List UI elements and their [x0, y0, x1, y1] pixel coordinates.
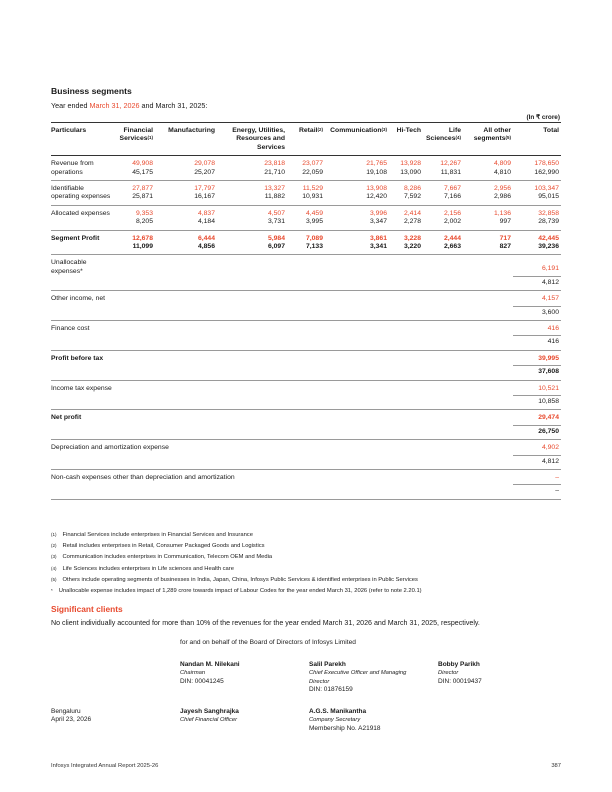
footnote	[51, 575, 561, 586]
row-spacer	[51, 306, 513, 320]
column-header	[389, 123, 423, 156]
table-row	[51, 218, 561, 230]
prior-year-value: 4,810	[463, 169, 513, 181]
current-year-value: 23,818	[264, 160, 285, 168]
column-header	[513, 123, 561, 156]
current-year-value: 21,765	[366, 160, 387, 168]
column-header-label: Energy, Utilities, Resources and Services	[232, 127, 285, 151]
current-year-value: 7,089	[305, 234, 323, 242]
row-spacer	[51, 276, 513, 290]
column-header-label: Total	[543, 127, 559, 134]
row-label: Profit before tax	[51, 354, 104, 362]
row-label: Other income, net	[51, 295, 106, 303]
current-year-value: 29,078	[194, 160, 215, 168]
table-row	[51, 425, 561, 439]
current-year-value: 178,650	[534, 160, 559, 168]
signatory-1	[180, 661, 240, 686]
table-header-row	[51, 123, 561, 156]
signatory-role: Company Secretary	[309, 717, 361, 724]
prior-year-value: 3,347	[325, 218, 389, 230]
column-header	[325, 123, 389, 156]
signatory-role: Chairman	[180, 670, 206, 677]
current-year-value: 416	[513, 321, 561, 336]
current-year-value: –	[513, 470, 561, 485]
prior-year-value: 12,420	[325, 193, 389, 205]
place: Bengaluru	[51, 708, 81, 715]
significant-clients-text: No client individually accounted for more than 10% of the revenues for the year ended March 31, 2026 and March 31, 2025, respectively.	[51, 619, 480, 627]
row-label: Revenue from operations	[51, 156, 113, 181]
prior-year-value: 11,882	[217, 193, 287, 205]
board-line: for and on behalf of the Board of Directors of Infosys Limited	[180, 639, 356, 646]
footnote-text: Others include operating segments of businesses in India, Japan, China, Infosys Public Services & identified enterprises in Public Services	[62, 576, 418, 583]
table-row	[51, 156, 561, 169]
current-year-value: 8,286	[403, 185, 421, 193]
footnote	[51, 552, 561, 563]
prior-year-value: 25,871	[113, 193, 155, 205]
current-year-value: 1,136	[493, 209, 511, 217]
prior-year-value: 6,097	[217, 243, 287, 255]
current-year-value: 12,678	[132, 234, 153, 242]
prior-year-value: 16,167	[155, 193, 217, 205]
prior-year-value: 3,600	[513, 306, 561, 320]
signatory-5	[309, 708, 381, 733]
table-row	[51, 410, 561, 425]
prior-year-value: 4,184	[155, 218, 217, 230]
column-header	[423, 123, 463, 156]
table-row	[51, 350, 561, 365]
current-year-value: 12,267	[440, 160, 461, 168]
footnote	[51, 530, 561, 541]
table-row	[51, 396, 561, 410]
current-year-value: 6,191	[513, 255, 561, 276]
row-spacer	[51, 425, 513, 439]
signatory-din: DIN: 01876159	[309, 686, 353, 694]
prior-year-value: 10,931	[287, 193, 325, 205]
signatory-membership: Membership No. A21918	[309, 724, 381, 732]
section-title: Business segments	[51, 86, 132, 96]
prior-year-value: 11,831	[423, 169, 463, 181]
row-label: Net profit	[51, 414, 82, 422]
footer-report-title: Infosys Integrated Annual Report 2025-26	[51, 763, 159, 769]
signatory-name: Salil Parekh	[309, 661, 346, 668]
subtitle-suffix: and March 31, 2025:	[139, 101, 208, 110]
current-year-value: 42,445	[538, 234, 559, 242]
current-year-value: 11,529	[302, 185, 323, 193]
footnotes	[51, 530, 561, 597]
table-row	[51, 243, 561, 255]
signatory-name: A.G.S. Manikantha	[309, 708, 367, 715]
footnote-marker: *	[51, 588, 53, 594]
signatory-din: DIN: 00041245	[180, 677, 224, 685]
signatory-name: Nandan M. Nilekani	[180, 661, 240, 668]
current-year-value: 39,995	[513, 350, 561, 365]
subtitle-prefix: Year ended	[51, 101, 90, 110]
significant-clients-title: Significant clients	[51, 604, 123, 614]
current-year-value: 4,459	[305, 209, 323, 217]
current-year-value: 4,837	[197, 209, 215, 217]
column-header-label: All other segments	[473, 127, 511, 143]
column-header-label: Communication	[330, 127, 382, 134]
prior-year-value: 2,663	[423, 243, 463, 255]
prior-year-value: 7,592	[389, 193, 423, 205]
prior-year-value: 4,812	[513, 276, 561, 290]
prior-year-value: 4,812	[513, 455, 561, 469]
prior-year-value: 37,608	[513, 366, 561, 380]
footnote-text: Life Sciences includes enterprises in Life sciences and Health care	[62, 565, 234, 572]
table-row	[51, 336, 561, 350]
segment-table	[51, 122, 561, 500]
current-year-value: 5,984	[267, 234, 285, 242]
prior-year-value: 2,986	[463, 193, 513, 205]
row-spacer	[51, 366, 513, 380]
current-year-value: 4,157	[513, 291, 561, 306]
column-header	[113, 123, 155, 156]
prior-year-value: 25,207	[155, 169, 217, 181]
prior-year-value: 3,731	[217, 218, 287, 230]
signatory-2	[309, 661, 419, 695]
date: April 23, 2026	[51, 716, 92, 724]
current-year-value: 3,228	[403, 234, 421, 242]
column-header	[51, 123, 113, 156]
table-row	[51, 276, 561, 290]
current-year-value: 49,908	[132, 160, 153, 168]
current-year-value: 13,928	[400, 160, 421, 168]
prior-year-value: –	[513, 485, 561, 499]
current-year-value: 4,902	[513, 440, 561, 455]
prior-year-value: 2,278	[389, 218, 423, 230]
place-date	[51, 708, 91, 725]
prior-year-value: 7,133	[287, 243, 325, 255]
prior-year-value: 10,858	[513, 396, 561, 410]
prior-year-value: 26,750	[513, 425, 561, 439]
prior-year-value: 95,015	[513, 193, 561, 205]
current-year-value: 4,507	[267, 209, 285, 217]
footnote-marker: (3)	[51, 554, 57, 560]
table-row	[51, 455, 561, 469]
table-row	[51, 181, 561, 194]
table-row	[51, 169, 561, 181]
column-header	[287, 123, 325, 156]
column-header	[155, 123, 217, 156]
prior-year-value: 7,166	[423, 193, 463, 205]
footnote-marker: (3)	[381, 127, 387, 132]
prior-year-value: 162,990	[513, 169, 561, 181]
current-year-value: 13,327	[264, 185, 285, 193]
current-year-value: 2,956	[493, 185, 511, 193]
current-year-value: 6,444	[197, 234, 215, 242]
table-row	[51, 230, 561, 243]
prior-year-value: 997	[463, 218, 513, 230]
current-year-value: 17,797	[194, 185, 215, 193]
table-row	[51, 255, 561, 276]
prior-year-value: 416	[513, 336, 561, 350]
prior-year-value: 21,710	[217, 169, 287, 181]
footnote	[51, 541, 561, 552]
current-year-value: 717	[499, 234, 511, 242]
table-row	[51, 366, 561, 380]
prior-year-value: 28,739	[513, 218, 561, 230]
table-row	[51, 440, 561, 455]
signatory-role: Director	[438, 670, 459, 677]
footnote-text: Communication includes enterprises in Communication, Telecom OEM and Media	[62, 554, 273, 561]
current-year-value: 3,861	[369, 234, 387, 242]
column-header-label: Life Sciences	[426, 127, 461, 143]
current-year-value: 3,996	[369, 209, 387, 217]
current-year-value: 103,347	[534, 185, 559, 193]
current-year-value: 27,877	[132, 185, 153, 193]
footnote-marker: (4)	[455, 135, 461, 141]
column-header	[217, 123, 287, 156]
column-header-label: Hi-Tech	[396, 127, 421, 134]
footnote-marker: (1)	[147, 135, 153, 141]
table-row	[51, 380, 561, 395]
page-number: 387	[551, 763, 561, 769]
table-body	[51, 156, 561, 500]
prior-year-value: 2,002	[423, 218, 463, 230]
footnote-text: Financial Services include enterprises in Financial Services and Insurance	[62, 532, 253, 538]
prior-year-value: 4,856	[155, 243, 217, 255]
column-header-label: Particulars	[51, 127, 87, 134]
current-year-value: 9,353	[135, 209, 153, 217]
signatory-name: Jayesh Sanghrajka	[180, 708, 239, 715]
table-row	[51, 485, 561, 499]
row-label: Depreciation and amortization expense	[51, 444, 169, 452]
current-year-value: 23,077	[302, 160, 323, 168]
row-spacer	[51, 396, 513, 410]
column-header-label: Financial Services	[119, 127, 153, 143]
footnote-marker: (2)	[51, 543, 57, 549]
signatory-role: Chief Financial Officer	[180, 717, 238, 724]
prior-year-value: 3,995	[287, 218, 325, 230]
row-spacer	[51, 336, 513, 350]
table-row	[51, 306, 561, 320]
footnote-marker: (4)	[51, 565, 57, 571]
column-header	[463, 123, 513, 156]
prior-year-value: 3,220	[389, 243, 423, 255]
signatory-name: Bobby Parikh	[438, 661, 480, 668]
footnote	[51, 564, 561, 575]
footnote-text: Retail includes enterprises in Retail, Consumer Packaged Goods and Logistics	[62, 543, 265, 550]
current-year-value: 2,444	[443, 234, 461, 242]
column-header-label: Retail	[298, 127, 318, 134]
prior-year-value: 19,108	[325, 169, 389, 181]
footnote-marker: (1)	[51, 532, 57, 537]
signatory-din: DIN: 00019437	[438, 677, 482, 685]
current-year-value: 2,156	[443, 209, 461, 217]
row-label: Non-cash expenses other than depreciation and amortization	[51, 474, 235, 482]
row-label: Allocated expenses	[51, 205, 113, 230]
row-label: Unallocable expenses*	[51, 259, 87, 275]
signatory-3	[438, 661, 482, 686]
row-label: Income tax expense	[51, 384, 112, 392]
prior-year-value: 8,205	[113, 218, 155, 230]
prior-year-value: 13,090	[389, 169, 423, 181]
prior-year-value: 22,059	[287, 169, 325, 181]
table-subtitle	[51, 101, 207, 110]
table-row	[51, 193, 561, 205]
row-spacer	[51, 485, 513, 499]
signatory-role: Chief Executive Officer and Managing Director	[309, 670, 407, 685]
table-row	[51, 205, 561, 218]
prior-year-value: 45,175	[113, 169, 155, 181]
row-spacer	[51, 455, 513, 469]
footnote	[51, 586, 561, 597]
footnote-marker: (5)	[505, 135, 511, 141]
row-label: Identifiable operating expenses	[51, 181, 113, 206]
footnote-text: Unallocable expense includes impact of 1,289 crore towards impact of Labour Codes for the year ended March 31, 2026 (refer to note 2.20.1)	[58, 588, 422, 595]
current-year-value: 32,858	[538, 209, 559, 217]
prior-year-value: 3,341	[325, 243, 389, 255]
table-row	[51, 321, 561, 336]
column-header-label: Manufacturing	[168, 127, 215, 134]
current-year-value: 10,521	[513, 380, 561, 395]
table-row	[51, 291, 561, 306]
current-year-value: 4,809	[493, 160, 511, 168]
prior-year-value: 39,236	[513, 243, 561, 255]
subtitle-current-year: March 31, 2026	[89, 101, 140, 110]
current-year-value: 29,474	[513, 410, 561, 425]
unit-label: (In ₹ crore)	[526, 114, 560, 121]
prior-year-value: 827	[463, 243, 513, 255]
row-label: Finance cost	[51, 325, 90, 332]
current-year-value: 2,414	[403, 209, 421, 217]
footnote-marker: (5)	[51, 576, 57, 582]
current-year-value: 7,667	[443, 185, 461, 193]
current-year-value: 13,908	[366, 185, 387, 193]
prior-year-value: 11,099	[113, 243, 155, 255]
table-row	[51, 470, 561, 485]
signatory-4	[180, 708, 239, 725]
footnote-marker: (2)	[317, 127, 323, 132]
row-label: Segment Profit	[51, 230, 113, 255]
